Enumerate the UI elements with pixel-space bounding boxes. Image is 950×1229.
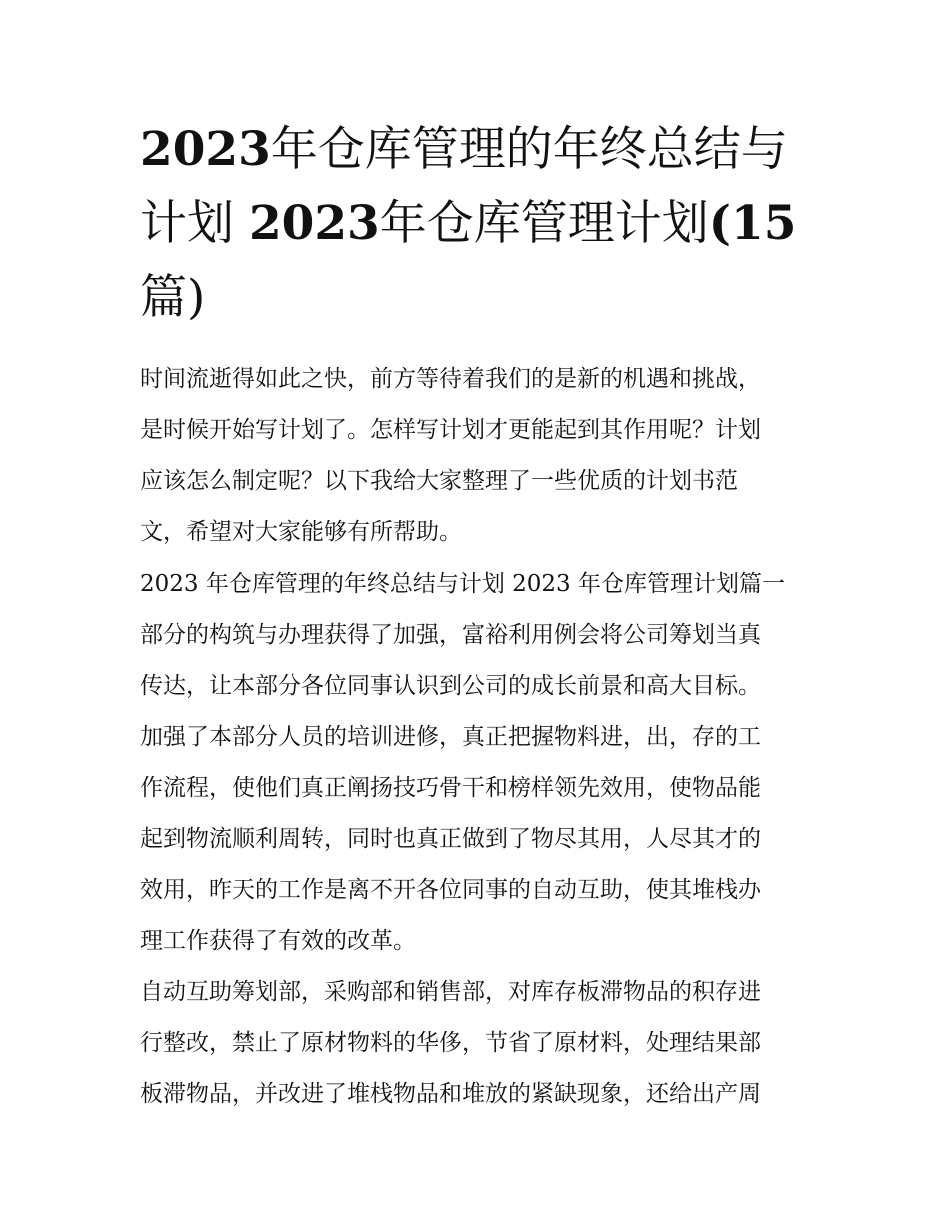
title-text: 年仓库管理计划 [379, 196, 709, 251]
text-line: 应该怎么制定呢？以下我给大家整理了一些优质的计划书范 [140, 468, 738, 494]
text-line: 板滞物品，并改进了堆栈物品和堆放的紧缺现象，还给出产周 [140, 1081, 761, 1107]
text-line: 效用，昨天的工作是离不开各位同事的自动互助，使其堆栈办 [140, 877, 761, 903]
body-paragraph-1 [140, 610, 820, 967]
text-line: 起到物流顺利周转，同时也真正做到了物尽其用，人尽其才的 [140, 826, 761, 852]
page-title [140, 113, 820, 335]
text-line: 部分的构筑与办理获得了加强，富裕利用例会将公司筹划当真 [140, 622, 761, 648]
title-line-2 [140, 187, 820, 261]
text-line: 文，希望对大家能够有所帮助。 [140, 519, 462, 545]
title-text: 年仓库管理的年终总结与 [270, 122, 788, 177]
title-line-3 [140, 261, 820, 335]
intro-paragraph [140, 354, 820, 558]
text-line: 传达，让本部分各位同事认识到公司的成长前景和高大目标。 [140, 673, 761, 699]
text-line: 时间流逝得如此之快，前方等待着我们的是新的机遇和挑战， [140, 366, 761, 392]
title-line-1 [140, 113, 820, 187]
title-text: 计划 [140, 196, 249, 251]
text-line: 理工作获得了有效的改革。 [140, 928, 416, 954]
text-line: 行整改，禁止了原材物料的华侈，节省了原材料，处理结果部 [140, 1030, 761, 1056]
section-heading [140, 559, 820, 610]
text-line: 加强了本部分人员的培训进修，真正把握物料进，出，存的工 [140, 724, 761, 750]
text-line: 自动互助筹划部，采购部和销售部，对库存板滞物品的积存进 [140, 979, 761, 1005]
section-heading-text: 2023 年仓库管理的年终总结与计划 2023 年仓库管理计划篇一 [140, 571, 785, 597]
title-count: (15 [708, 196, 797, 251]
title-text: 篇) [140, 270, 206, 325]
body-paragraph-2 [140, 967, 820, 1120]
title-year: 2023 [248, 196, 380, 251]
text-line: 作流程，使他们真正阐扬技巧骨干和榜样领先效用，使物品能 [140, 775, 761, 801]
title-year: 2023 [140, 122, 271, 177]
text-line: 是时候开始写计划了。怎样写计划才更能起到其作用呢？计划 [140, 417, 761, 443]
